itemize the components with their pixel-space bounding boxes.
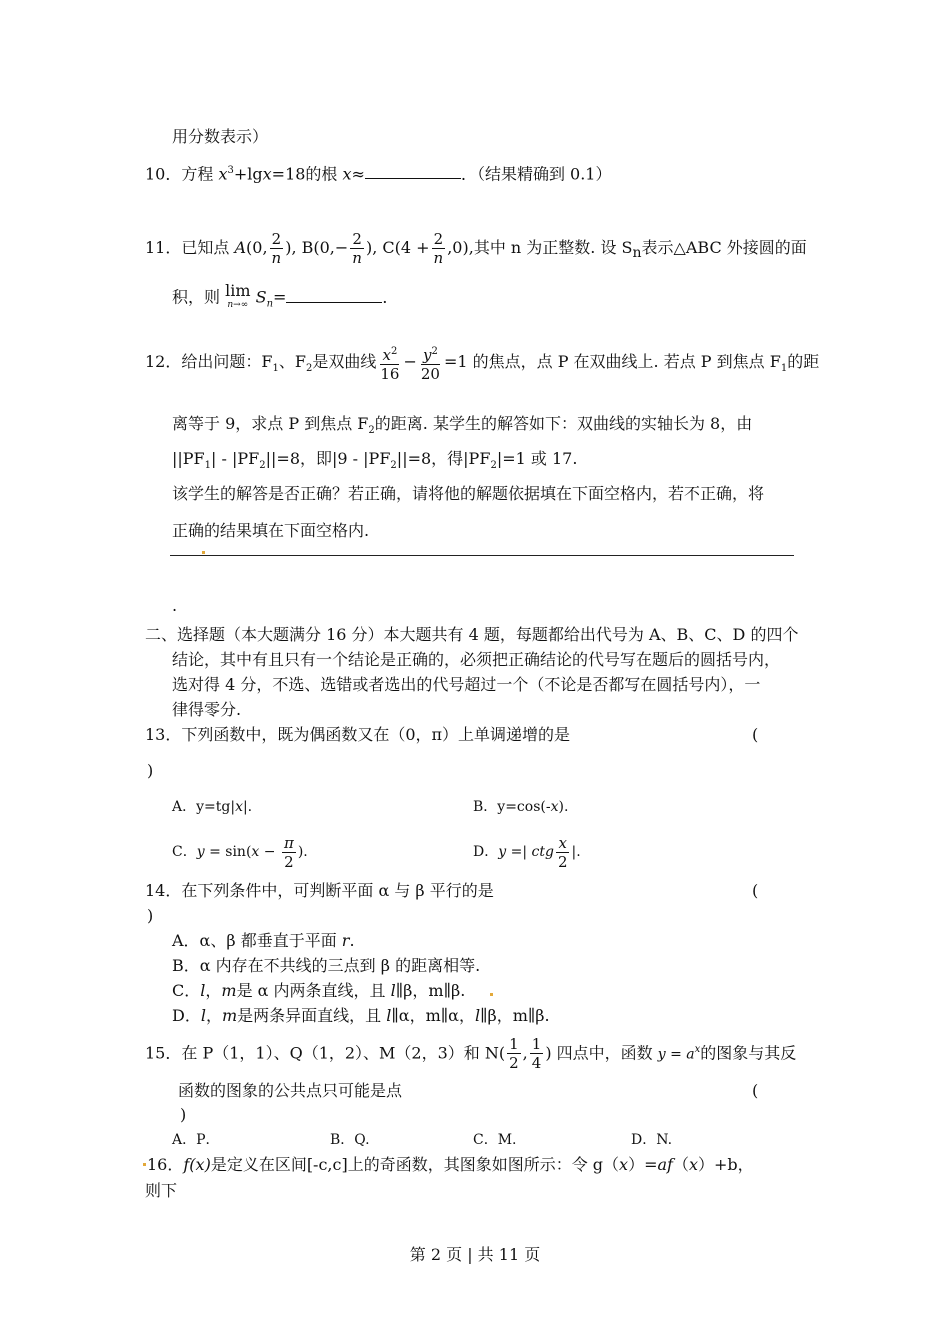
q14-c-l2: l <box>390 981 396 1000</box>
q16-line-2: 则下 <box>145 1181 178 1200</box>
q14-c-l: l <box>200 981 206 1000</box>
q16-tail: ）+b， <box>698 1155 754 1174</box>
q14-c-4: ∥β，m∥β. <box>395 981 466 1000</box>
q13-d-y: y <box>498 844 507 860</box>
q14-d-m: m <box>221 1006 238 1025</box>
q11-pB: ), B <box>285 238 314 257</box>
question-13: 13．下列函数中，既为偶函数又在（0，π）上单调递增的是 <box>145 725 571 744</box>
question-15 <box>145 1030 796 1074</box>
scan-dot-2 <box>490 993 493 996</box>
q12-number: 12．给出问题：F <box>145 352 273 371</box>
q15-frac-2: $\frac{1}{4}$ <box>531 1035 542 1073</box>
question-11-line-2 <box>172 281 399 316</box>
q14-option-a[interactable] <box>172 930 355 952</box>
q13-c-y: y <box>196 844 205 860</box>
section-2-line-1: 二、选择题（本大题满分 16 分）本大题共有 4 题，每题都给出代号为 A、B、C、D 的四个 <box>145 625 799 644</box>
q13-b-text: B．y=cos(- <box>473 799 551 815</box>
q12-line-4: 该学生的解答是否正确？若正确，请将他的解题依据填在下面空格内，若不正确，将 <box>172 484 765 503</box>
q15-line-2: 函数的图象的公共点只可能是点 <box>178 1081 403 1100</box>
q14-option-d[interactable] <box>172 1005 550 1027</box>
q16-x2: x <box>688 1155 699 1174</box>
q10-sup: 3 <box>227 165 234 176</box>
section-2-line-3: 选对得 4 分，不选、选错或者选出的代号超过一个（不论是否都写在圆括号内），一 <box>172 675 761 694</box>
q13-a-end: |. <box>242 799 253 815</box>
q14-a-end: . <box>349 931 355 950</box>
question-12 <box>145 342 819 389</box>
q14-d-l3: l <box>474 1006 481 1025</box>
q13-option-d[interactable] <box>473 832 581 872</box>
q15-stem-3: 的图象与其反 <box>700 1043 797 1063</box>
question-10 <box>145 160 612 185</box>
q12-line-2 <box>172 413 752 442</box>
section-2-line-2: 结论，其中有且只有一个结论是正确的，必须把正确结论的代号写在题后的圆括号内， <box>172 650 781 669</box>
q11-tail2: 表示△ABC 外接圆的面 <box>641 238 807 257</box>
q11-frac-3: $\frac{2}{n}$ <box>433 230 444 267</box>
q12-line3-sub4: 2 <box>490 460 497 472</box>
q14-c-m: m <box>221 981 237 1000</box>
q13-b-end: ). <box>558 799 569 815</box>
q15-fn-eq: = <box>665 1046 687 1063</box>
q12-line-3 <box>172 448 577 477</box>
q11-limit: lim n→∞ <box>225 281 251 310</box>
q12-line3-d: ||=8，得|PF <box>396 449 491 468</box>
q13-d-text: D． <box>473 844 499 860</box>
scan-dot-3 <box>143 1163 146 1166</box>
q12-frac-y: $\frac{y^2}{20}$ <box>419 343 442 383</box>
q15-frac-1: $\frac{1}{2}$ <box>509 1035 519 1073</box>
q14-d-5: ∥β，m∥β. <box>480 1006 550 1025</box>
q12-tail: =1 的焦点，点 P 在双曲线上. 若点 P 到焦点 F <box>443 352 781 371</box>
q13-a-text: A．y=tg| <box>172 799 236 815</box>
q15-option-a[interactable]: A．P． <box>172 1132 220 1148</box>
q12-minus: − <box>403 352 417 371</box>
q12-line3-sub3: 2 <box>390 460 397 472</box>
q14-d-3: 是两条异面直线，且 <box>237 1006 387 1025</box>
q15-paren-open[interactable]: ( <box>752 1081 759 1100</box>
q12-line2-b: 的距离. 某学生的解答如下：双曲线的实轴长为 8，由 <box>374 414 753 433</box>
q14-paren-open[interactable]: ( <box>752 881 759 900</box>
q10-eq: =18 <box>271 164 306 184</box>
q13-paren-close: ) <box>147 761 154 780</box>
q12-line2-a: 离等于 9，求点 P 到焦点 F <box>172 414 369 433</box>
q13-b-x: x <box>550 799 559 815</box>
q14-a-text: A．α、β 都垂直于平面 <box>172 931 342 950</box>
q15-stem-2: ) 四点中，函数 <box>545 1043 658 1063</box>
q12-line3-b: | - |PF <box>211 449 260 468</box>
q15-paren-close: ) <box>180 1105 187 1124</box>
q11-pB-open: (0,− <box>313 238 349 257</box>
lone-dot: . <box>172 596 178 615</box>
q15-option-c[interactable]: C．M. <box>473 1132 517 1148</box>
q12-line-5: 正确的结果填在下面空格内. <box>172 521 370 540</box>
q13-d-frac: $\frac{x}{2}$ <box>557 833 568 871</box>
q12-frac-x: $\frac{x^2}{16}$ <box>378 343 401 383</box>
q11-line2-text: 积，则 <box>172 287 226 307</box>
q11-eq: = <box>273 287 287 307</box>
q11-sn-sub: n <box>632 245 642 262</box>
q10-x: x <box>218 164 228 184</box>
q10-number: 10．方程 <box>145 164 219 184</box>
q16-mid3: （ <box>672 1155 689 1174</box>
q11-pC-open: (4 + <box>394 238 430 257</box>
q14-c-1: C． <box>172 981 201 1000</box>
q13-d-ctg: ctg <box>531 844 554 860</box>
q11-pC: ), C <box>365 238 395 257</box>
q10-approx-x: x <box>342 164 352 184</box>
q10-lg: +lg <box>233 164 263 184</box>
q16-f: f <box>183 1155 190 1174</box>
q13-option-b[interactable] <box>473 796 568 818</box>
q13-c-x: x <box>251 844 260 860</box>
q12-tail2: 的距 <box>787 352 820 371</box>
q12-f2-sub: 2 <box>305 363 313 375</box>
q15-comma: , <box>522 1043 528 1063</box>
q16-number: 16． <box>147 1155 184 1174</box>
q12-f1-sub: 1 <box>272 363 279 375</box>
q16-mid: 是定义在区间[-c,c]上的奇函数，其图象如图所示：令 g（ <box>210 1155 620 1174</box>
q11-close: ,0), <box>447 238 474 257</box>
q12-line3-sub2: 2 <box>259 460 266 472</box>
q13-c-end: ). <box>297 844 308 860</box>
continued-text: 用分数表示） <box>172 127 269 146</box>
question-16 <box>147 1154 754 1176</box>
q13-option-c[interactable] <box>172 832 308 872</box>
q12-line3-a: ||PF <box>172 449 205 468</box>
q12-line3-c: ||=8，即|9 - |PF <box>265 449 391 468</box>
page-footer: 第 2 页 | 共 11 页 <box>409 1245 541 1264</box>
q14-d-l: l <box>200 1006 206 1025</box>
q14-option-b[interactable]: B．α 内存在不共线的三点到 β 的距离相等. <box>172 956 481 975</box>
q11-pA: A <box>234 238 247 257</box>
q11-period: ． <box>382 287 399 307</box>
q16-x1: x <box>619 1155 629 1174</box>
q12-mid1: 、F <box>278 352 306 371</box>
q14-paren-close: ) <box>147 906 154 925</box>
q15-option-d[interactable]: D．N. <box>631 1132 673 1148</box>
q14-d-4: ∥α，m∥α， <box>391 1006 475 1025</box>
q11-frac-2: $\frac{2}{n}$ <box>352 230 362 267</box>
section-2-line-4: 律得零分. <box>172 700 242 719</box>
q14-d-1: D． <box>172 1006 201 1025</box>
q13-c-text: C． <box>172 844 197 860</box>
q12-answer-line[interactable] <box>170 555 794 556</box>
q12-tail-sub: 1 <box>780 363 788 375</box>
q12-line2-sub: 2 <box>368 425 375 437</box>
q13-option-a[interactable] <box>172 796 252 818</box>
q16-mid2: ）= <box>628 1155 658 1174</box>
q14-d-l2: l <box>386 1006 392 1025</box>
q12-line3-e: |=1 或 17. <box>496 449 578 468</box>
q10-x2: x <box>262 164 272 184</box>
q13-a-x: x <box>235 799 243 815</box>
q15-fn-x: x <box>694 1044 701 1055</box>
q11-frac-1: $\frac{2}{n}$ <box>271 230 282 267</box>
scan-dot <box>202 551 205 554</box>
q11-answer-blank[interactable] <box>286 302 382 303</box>
q13-d-eq: =| <box>506 844 532 860</box>
question-14: 14．在下列条件中，可判断平面 α 与 β 平行的是 <box>145 881 494 900</box>
question-11 <box>145 228 807 273</box>
q15-fn-a: a <box>686 1046 695 1063</box>
q10-answer-blank[interactable] <box>365 178 461 179</box>
q14-option-c[interactable] <box>172 980 465 1002</box>
q10-mid: 的根 <box>305 164 343 184</box>
q13-c-minus: − <box>259 844 280 860</box>
q10-approx: ≈ <box>351 164 365 184</box>
q13-c-sin: = sin( <box>204 844 252 860</box>
q15-option-b[interactable]: B．Q. <box>330 1132 370 1148</box>
q14-d-2: ， <box>205 1006 222 1025</box>
q12-line3-sub1: 1 <box>204 460 212 472</box>
q16-af: af <box>657 1155 673 1174</box>
q15-fn-y: y <box>657 1046 666 1063</box>
q13-paren-open[interactable]: ( <box>752 725 759 744</box>
q13-d-end: |. <box>571 844 581 860</box>
q10-tail: ．（结果精确到 0.1） <box>460 164 612 184</box>
q14-c-3: 是 α 内两条直线，且 <box>236 981 391 1000</box>
q13-c-frac: $\frac{\pi}{2}$ <box>283 833 294 871</box>
q15-stem-1: 15．在 P（1，1）、Q（1，2）、M（2，3）和 N( <box>145 1043 506 1063</box>
q16-fx: (x) <box>189 1155 211 1174</box>
q14-c-2: ， <box>205 981 222 1000</box>
q11-S-sub: n <box>266 298 274 310</box>
q11-pA-open: (0, <box>246 238 268 257</box>
q11-number: 11．已知点 <box>145 238 235 257</box>
q11-tail: 其中 n 为正整数. 设 S <box>473 238 633 257</box>
q12-mid2: 是双曲线 <box>312 352 377 371</box>
q14-a-r: r <box>341 931 350 950</box>
q11-S: S <box>255 287 267 307</box>
